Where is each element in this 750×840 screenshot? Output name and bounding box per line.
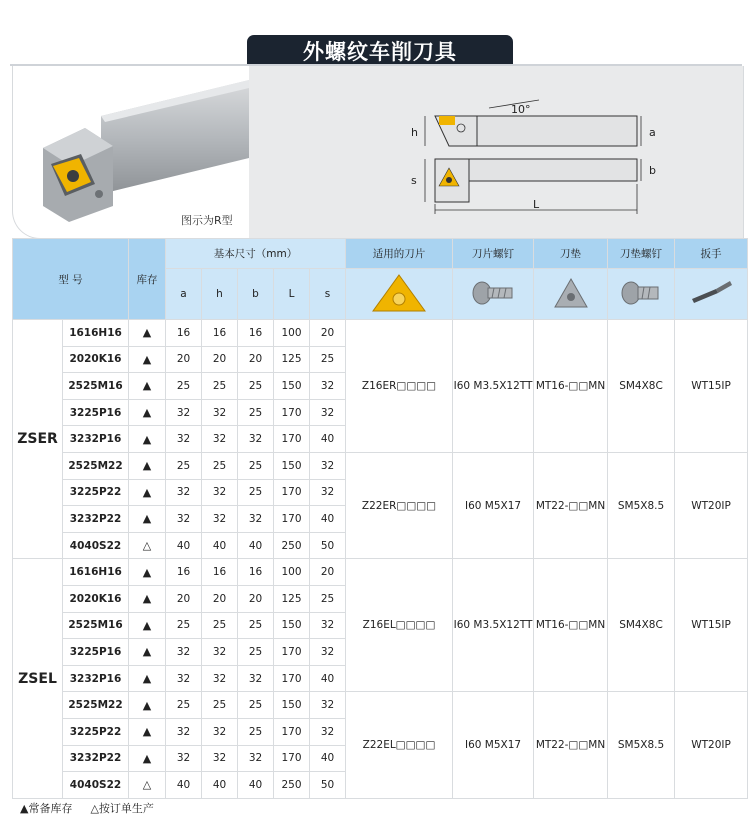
dim-s: 50	[310, 532, 346, 559]
header-shim-screw: 刀垫螺钉	[608, 239, 675, 269]
dim-h: 32	[202, 639, 238, 666]
header-dim-a: a	[166, 269, 202, 320]
stock-status: ▲	[129, 452, 166, 479]
dim-h: 32	[202, 718, 238, 745]
dim-a: 16	[166, 559, 202, 586]
dim-a: 25	[166, 612, 202, 639]
dim-h: 40	[202, 532, 238, 559]
dim-a: 32	[166, 506, 202, 533]
stock-status: ▲	[129, 426, 166, 453]
product-hero	[12, 66, 744, 239]
dim-l: 170	[274, 479, 310, 506]
model-series: ZSEL	[13, 559, 63, 798]
insert-screw-code: I60 M3.5X12TT	[453, 559, 534, 692]
wrench-code: WT20IP	[675, 692, 748, 798]
spec-table	[12, 238, 748, 799]
shim-code: MT22-□□MN	[534, 692, 608, 798]
header-shim: 刀垫	[534, 239, 608, 269]
dim-s: 40	[310, 506, 346, 533]
dim-b: 25	[238, 479, 274, 506]
dim-h: 25	[202, 452, 238, 479]
header-dim-h: h	[202, 269, 238, 320]
dim-s: 32	[310, 479, 346, 506]
shim-image	[534, 269, 608, 320]
table-row	[13, 320, 748, 347]
dim-b: 25	[238, 373, 274, 400]
wrench-code: WT15IP	[675, 559, 748, 692]
dim-b: 25	[238, 692, 274, 719]
stock-status: △	[129, 532, 166, 559]
insert-code: Z16EL□□□□	[346, 559, 453, 692]
dim-s: 20	[310, 559, 346, 586]
dim-b: 40	[238, 772, 274, 799]
dim-s: 32	[310, 612, 346, 639]
dim-h: 32	[202, 745, 238, 772]
dim-s: 32	[310, 718, 346, 745]
stock-status: ▲	[129, 373, 166, 400]
table-row	[13, 452, 748, 479]
model-code: 2525M22	[63, 452, 129, 479]
model-code: 4040S22	[63, 772, 129, 799]
dim-l-label: L	[533, 198, 540, 211]
model-code: 3225P22	[63, 479, 129, 506]
dim-l: 125	[274, 346, 310, 373]
dimension-drawing	[249, 66, 743, 238]
dim-h: 40	[202, 772, 238, 799]
dim-l: 125	[274, 585, 310, 612]
stock-status: △	[129, 772, 166, 799]
dim-l: 170	[274, 506, 310, 533]
screw-icon	[470, 273, 516, 313]
dim-a: 25	[166, 452, 202, 479]
dim-h: 32	[202, 479, 238, 506]
dim-s: 40	[310, 426, 346, 453]
dim-a: 32	[166, 718, 202, 745]
model-code: 3232P22	[63, 506, 129, 533]
model-code: 3225P16	[63, 399, 129, 426]
dim-b: 32	[238, 745, 274, 772]
wrench-code: WT20IP	[675, 452, 748, 558]
dim-l: 170	[274, 665, 310, 692]
dim-h: 16	[202, 559, 238, 586]
insert-code: Z16ER□□□□	[346, 320, 453, 453]
dim-h: 32	[202, 665, 238, 692]
dim-a: 32	[166, 399, 202, 426]
dim-s: 32	[310, 452, 346, 479]
dim-h: 25	[202, 373, 238, 400]
dim-h: 32	[202, 399, 238, 426]
stock-status: ▲	[129, 320, 166, 347]
insert-code: Z22ER□□□□	[346, 452, 453, 558]
dim-s: 25	[310, 585, 346, 612]
dim-s: 32	[310, 639, 346, 666]
model-code: 3225P16	[63, 639, 129, 666]
dim-l: 170	[274, 399, 310, 426]
model-series: ZSER	[13, 320, 63, 559]
dim-l: 100	[274, 559, 310, 586]
stock-status: ▲	[129, 585, 166, 612]
dim-a: 32	[166, 639, 202, 666]
model-code: 1616H16	[63, 559, 129, 586]
model-code: 3225P22	[63, 718, 129, 745]
table-row	[13, 559, 748, 586]
dim-b: 20	[238, 346, 274, 373]
dim-a: 32	[166, 426, 202, 453]
dim-h: 20	[202, 585, 238, 612]
model-code: 4040S22	[63, 532, 129, 559]
dim-l: 170	[274, 745, 310, 772]
stock-status: ▲	[129, 665, 166, 692]
dim-s: 32	[310, 692, 346, 719]
header-dim-s: s	[310, 269, 346, 320]
shim-icon	[551, 275, 591, 311]
page-title: 外螺纹车削刀具	[247, 35, 513, 66]
header-dimensions: 基本尺寸（mm）	[166, 239, 346, 269]
shim-code: MT16-□□MN	[534, 320, 608, 453]
dim-l: 170	[274, 426, 310, 453]
dim-b: 16	[238, 320, 274, 347]
shim-screw-code: SM5X8.5	[608, 692, 675, 798]
dim-b-label: b	[649, 164, 656, 177]
model-code: 2525M22	[63, 692, 129, 719]
header-wrench: 扳手	[675, 239, 748, 269]
dim-s: 40	[310, 665, 346, 692]
dim-h-label: h	[411, 126, 418, 139]
dim-h: 32	[202, 506, 238, 533]
model-code: 2525M16	[63, 612, 129, 639]
dim-a: 25	[166, 373, 202, 400]
legend-stock-order: △按订单生产	[90, 802, 154, 815]
header-stock: 库存	[129, 239, 166, 320]
stock-status: ▲	[129, 479, 166, 506]
shim-screw-icon	[618, 273, 664, 313]
wrench-icon	[686, 275, 736, 311]
dim-a-label: a	[649, 126, 656, 139]
stock-status: ▲	[129, 559, 166, 586]
dim-s-label: s	[411, 174, 417, 187]
dim-h: 16	[202, 320, 238, 347]
stock-status: ▲	[129, 612, 166, 639]
dim-b: 32	[238, 426, 274, 453]
dim-s: 32	[310, 399, 346, 426]
insert-screw-code: I60 M5X17	[453, 692, 534, 798]
shim-code: MT22-□□MN	[534, 452, 608, 558]
triangle-insert-icon	[369, 271, 429, 315]
legend-stock-standard: ▲常备库存	[20, 802, 73, 815]
dim-h: 25	[202, 612, 238, 639]
dim-a: 40	[166, 772, 202, 799]
dim-l: 150	[274, 452, 310, 479]
dim-b: 16	[238, 559, 274, 586]
photo-caption: 图示为R型	[181, 214, 233, 227]
dim-b: 40	[238, 532, 274, 559]
dim-s: 50	[310, 772, 346, 799]
dim-a: 20	[166, 585, 202, 612]
dim-h: 32	[202, 426, 238, 453]
shim-code: MT16-□□MN	[534, 559, 608, 692]
dim-s: 32	[310, 373, 346, 400]
stock-status: ▲	[129, 506, 166, 533]
header-dim-l: L	[274, 269, 310, 320]
dim-h: 25	[202, 692, 238, 719]
dim-s: 40	[310, 745, 346, 772]
model-code: 2020K16	[63, 346, 129, 373]
shim-screw-code: SM4X8C	[608, 559, 675, 692]
dim-b: 25	[238, 612, 274, 639]
model-code: 2525M16	[63, 373, 129, 400]
model-code: 2020K16	[63, 585, 129, 612]
header-insert: 适用的刀片	[346, 239, 453, 269]
tool-photo	[13, 66, 249, 238]
insert-image	[346, 269, 453, 320]
dim-b: 25	[238, 639, 274, 666]
stock-status: ▲	[129, 346, 166, 373]
stock-status: ▲	[129, 692, 166, 719]
dim-l: 170	[274, 718, 310, 745]
dim-l: 150	[274, 612, 310, 639]
wrench-image	[675, 269, 748, 320]
dim-h: 20	[202, 346, 238, 373]
legend	[20, 800, 154, 816]
dim-b: 25	[238, 718, 274, 745]
dim-s: 20	[310, 320, 346, 347]
wrench-code: WT15IP	[675, 320, 748, 453]
model-code: 3232P16	[63, 426, 129, 453]
model-code: 3232P16	[63, 665, 129, 692]
dim-l: 250	[274, 772, 310, 799]
angle-label: 10°	[511, 103, 531, 116]
dim-l: 170	[274, 639, 310, 666]
header-model: 型 号	[13, 239, 129, 320]
header-dim-b: b	[238, 269, 274, 320]
dim-b: 25	[238, 452, 274, 479]
dim-b: 32	[238, 506, 274, 533]
dim-a: 32	[166, 479, 202, 506]
dim-b: 25	[238, 399, 274, 426]
dim-l: 150	[274, 373, 310, 400]
stock-status: ▲	[129, 718, 166, 745]
dim-a: 40	[166, 532, 202, 559]
shim-screw-code: SM4X8C	[608, 320, 675, 453]
insert-code: Z22EL□□□□	[346, 692, 453, 798]
stock-status: ▲	[129, 745, 166, 772]
dim-l: 250	[274, 532, 310, 559]
insert-screw-image	[453, 269, 534, 320]
model-code: 3232P22	[63, 745, 129, 772]
dim-a: 20	[166, 346, 202, 373]
model-code: 1616H16	[63, 320, 129, 347]
dim-l: 100	[274, 320, 310, 347]
stock-status: ▲	[129, 639, 166, 666]
dim-a: 16	[166, 320, 202, 347]
insert-screw-code: I60 M5X17	[453, 452, 534, 558]
dim-b: 32	[238, 665, 274, 692]
dim-b: 20	[238, 585, 274, 612]
header-insert-screw: 刀片螺钉	[453, 239, 534, 269]
spec-table-body	[13, 320, 748, 799]
dim-a: 32	[166, 665, 202, 692]
dim-a: 25	[166, 692, 202, 719]
insert-screw-code: I60 M3.5X12TT	[453, 320, 534, 453]
dim-s: 25	[310, 346, 346, 373]
stock-status: ▲	[129, 399, 166, 426]
dim-a: 32	[166, 745, 202, 772]
shim-screw-image	[608, 269, 675, 320]
shim-screw-code: SM5X8.5	[608, 452, 675, 558]
table-row	[13, 692, 748, 719]
dim-l: 150	[274, 692, 310, 719]
